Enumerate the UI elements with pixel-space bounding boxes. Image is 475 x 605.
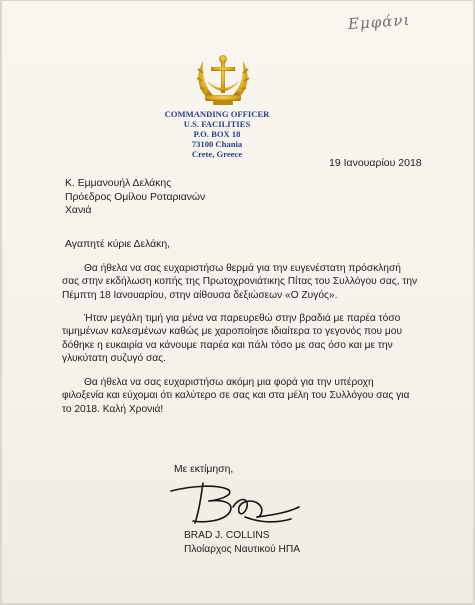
letterhead <box>122 109 312 159</box>
handwritten-note: Εμφάνι <box>347 10 411 34</box>
letterhead-line: 73100 Chania <box>191 139 243 149</box>
signer-title: Πλοίαρχος Ναυτικού ΗΠΑ <box>184 543 301 555</box>
paragraph-line: Θα ήθελα να σας ευχαριστήσω ακόμη μια φορά για την υπέροχη <box>84 377 374 388</box>
signer-block <box>184 529 300 556</box>
paragraph-line: Θα ήθελα να σας ευχαριστήσω θερμά για την ευγενέστατη πρόσκλησή <box>84 263 401 274</box>
paragraph-line: δόθηκε η ευκαιρία να κάνουμε παρέα και πάλι τόσο με σας όσο και με την <box>62 339 393 351</box>
paragraph-line: Πέμπτη 18 Ιανουαρίου, στην αίθουσα δεξιώσεων «Ο Ζυγός». <box>62 289 338 301</box>
recipient-name: Κ. Εμμανουήλ Δελάκης <box>65 178 172 189</box>
paragraph-line: φιλοξενία και εύχομαι ότι καλύτερο σε σας και στα μέλη του Συλλόγου σας για <box>62 390 410 402</box>
salutation: Αγαπητέ κύριε Δελάκη, <box>65 239 171 250</box>
paragraph-line: γλυκύτατη συζυγό σας. <box>62 352 166 364</box>
paragraph-2 <box>62 312 444 365</box>
recipient-city: Χανιά <box>65 205 92 216</box>
letterhead-line: COMMANDING OFFICER <box>164 109 270 119</box>
letterhead-line: P.O. BOX 18 <box>193 129 241 139</box>
closing: Με εκτίμηση, <box>174 464 234 475</box>
paragraph-1 <box>62 262 444 302</box>
paragraph-line: το 2018. Καλή Χρονιά! <box>62 403 164 415</box>
letter-page <box>2 1 473 603</box>
paragraph-line: τιμημένων καλεσμένων καθώς με χαροποίησε ιδιαίτερα το γεγονός που μου <box>62 326 403 338</box>
recipient-title: Πρόεδρος Ομίλου Ροταριανών <box>65 191 206 203</box>
paragraph-line: σας στην εκδήλωση κοπής της Πρωτοχρονιάτικης Πίτας του Συλλόγου σας, την <box>62 276 418 288</box>
paragraph-3 <box>62 376 444 416</box>
letterhead-line: U.S. FACILITIES <box>183 119 251 129</box>
letterhead-line: Crete, Greece <box>191 149 243 159</box>
letter-date: 19 Ιανουαρίου 2018 <box>329 157 422 169</box>
recipient-block <box>65 177 205 218</box>
insignia-emblem-icon <box>193 51 253 107</box>
signer-name: BRAD J. COLLINS <box>184 530 270 541</box>
paragraph-line: Ήταν μεγάλη τιμή για μένα να παρευρεθώ στην βραδιά με παρέα τόσο <box>84 313 401 324</box>
handwritten-signature-icon <box>165 477 305 533</box>
